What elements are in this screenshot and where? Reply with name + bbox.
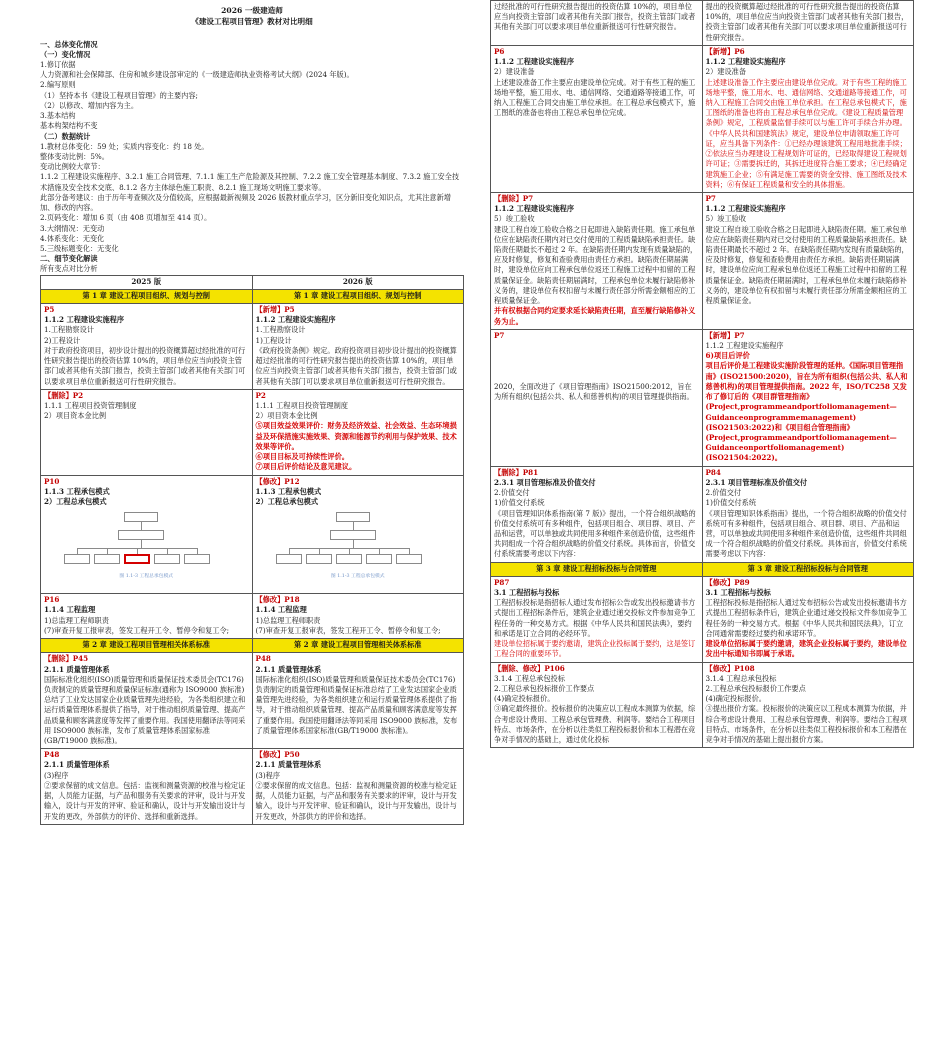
cell-2025 <box>491 329 703 466</box>
chapter-label-old: 第 1 章 建设工程项目组织、规划与控制 <box>41 289 253 303</box>
cell-text <box>494 341 699 351</box>
intro-paragraph: 此部分备考建议：由于历年考查频次及分值较高，应根据最新视频及 2026 版教材重点学习，区分新旧变化知识点，尤其注意新增加、修改的内容。 <box>40 192 451 213</box>
org-chart-box <box>118 530 164 540</box>
page-ref-label: P2 <box>255 390 266 400</box>
cell-2026 <box>252 475 464 594</box>
cell-text: 2.价值交付 <box>705 488 742 498</box>
cell-2026 <box>252 749 464 825</box>
cell-text: 过经批准的可行性研究报告提出的投资估算 10%的，项目单位应当向投资主管部门或者其他有关部门报告，投资主管部门或者其他有关部门可以要求项目单位重新报送可行性研究报告。 <box>494 2 696 32</box>
org-chart-connector <box>319 548 320 554</box>
page-ref-label: 【新增】P7 <box>705 330 745 340</box>
cell-text: 国际标准化组织(ISO)质量管理和质量保证技术委员会(TC176)负责制定的质量管理和质量保证标准(通称为 ISO9000 族标准)总结了工业发达国家企业质量管理先进经验，为各类组织建立和运行质量管理体系提供了指导，对于推动组织质量管理、提高产品质量和顾客满意度等发挥了重要作用。我国使用翻译法等同采用 ISO9000 族标准，发布了质量管理体系国家标准(GB/T19000 族标准)。 <box>44 674 246 746</box>
table-row <box>41 304 464 390</box>
cell-text: 1.1.1 工程项目投资管理制度 <box>44 401 137 410</box>
page-ref-label: P16 <box>44 595 60 605</box>
cell-text: 2)工程设计 <box>44 335 81 345</box>
page-ref-label: 【删除、修改】P106 <box>494 663 565 673</box>
table-row <box>491 662 914 748</box>
page-ref-label: 【删除】P7 <box>494 193 534 203</box>
org-chart-connector <box>137 548 138 554</box>
intro-paragraph: 1.1.2 工程建设实施程序、3.2.1 施工合同管理、7.1.1 施工生产危险源及其控制、7.2.2 施工安全管理基本制度、7.3.2 施工安全技术措施及安全技术交底、8.1.2 各方主体绿色施工职责、8.2.1 施工现场文明施工要求等。 <box>40 172 460 192</box>
column-header-2025: 2025 版 <box>41 275 253 289</box>
cell-text: 3.1.4 工程总承包投标 <box>705 673 777 683</box>
document-title: 2026 一级建造师 <box>221 6 283 15</box>
table-row <box>491 576 914 662</box>
cell-text: 1.工程勘察设计 <box>255 325 306 335</box>
cell-text: 1.1.2 工程建设实施程序 <box>705 341 784 350</box>
intro-paragraph: 3.基本结构 <box>40 111 76 121</box>
intro-paragraph: 5.三级标题变化：无变化 <box>40 243 119 253</box>
right-column <box>490 0 914 1060</box>
left-column <box>40 0 464 1060</box>
cell-2025 <box>41 389 253 475</box>
cell-2026 <box>252 304 464 390</box>
section-title: 1.1.2 工程建设实施程序 <box>255 315 336 325</box>
cell-text: 《政府投资条例》规定。政府投资项目初步设计提出的投资概算超过经批准的可行性研究报告提出的投资估算 10%的，项目单位应当向投资主管部门或者其他有关部门报告，投资主管部门或者其他有关部门可以要求项目单位重新报送可行性研究报告。 <box>255 345 457 386</box>
cell-text: (4)确定投标报价。 <box>705 694 766 704</box>
chapter-row <box>41 289 464 303</box>
table-row <box>41 475 464 594</box>
intro-paragraph: 人力资源和社会保障部、住房和城乡建设部审定的《一级建造师执业资格考试大纲》(2024 年版)。 <box>40 70 354 80</box>
section-title: 2）工程总承包模式 <box>44 496 107 506</box>
page-ref-label: 【新增】P5 <box>255 305 295 315</box>
comparison-table-left <box>40 275 464 825</box>
section-title: 1.1.2 工程建设实施程序 <box>494 204 575 214</box>
page-ref-label: P84 <box>705 467 721 477</box>
table-row <box>41 594 464 639</box>
section-title: 2.1.1 质量管理体系 <box>44 664 110 674</box>
cell-text: 1.工程勘察设计 <box>44 325 94 335</box>
intro-paragraph: 4.体系变化：无变化 <box>40 233 105 243</box>
page-ref-label: 【修改】P89 <box>705 577 750 587</box>
intro-paragraph: 1.修订依据 <box>40 60 76 69</box>
page-ref-label: 【删除】P45 <box>44 654 89 664</box>
org-chart-connector <box>353 540 354 548</box>
org-chart-connector <box>197 548 198 554</box>
cell-2026 <box>252 389 464 475</box>
cell-text: 《项目管理知识体系指南(第 7 版)》提出，一个符合组织战略的价值交付系统可有多种组件，包括项目组合、项目群、项目、产品和运营，可以单独或共同使用多种组件来创造价值，这些组件共同组成一个符合组织战略的价值交付系统。具体而言，价值交付系统需要考虑以下内容： <box>494 508 696 559</box>
intro-paragraph: 2.页码变化：增加 6 页（由 408 页增加至 414 页）。 <box>40 213 212 223</box>
intro-section <box>40 40 464 275</box>
cell-text: 2）建设准备 <box>705 67 747 77</box>
chapter-label-old: 第 3 章 建设工程招标投标与合同管理 <box>491 562 703 576</box>
cell-text: ②要求保留的成文信息。包括：监视和测量资源的校准与检定证据，人员能力证据，与产品和服务有关要求的评审，设计与开发输入，设计与开发的评审、验证和确认，设计与开发输出设计与开发的更改，外部供方的评价、选择和重新选择。 <box>44 780 246 821</box>
cell-2025 <box>41 475 253 594</box>
org-chart-box <box>396 554 422 564</box>
cell-text: 2020，全面改进了《项目管理指南》ISO21500:2012，旨在为所有组织(包括公共、私人和慈善机构)的项目管理提供指南。 <box>494 381 694 402</box>
cell-text: 并有权根据合同约定要求延长缺陷责任期，直至履行缺陷修补义务为止。 <box>494 306 696 326</box>
cell-text: (4)确定投标报价。 <box>494 694 555 704</box>
table-row <box>491 1 914 46</box>
cell-text <box>494 361 699 371</box>
cell-text: 建设工程自竣工验收合格之日起即进入缺陷责任期。施工承包单位应在缺陷责任期内对已交付使用的工程质量缺陷承担责任。缺陷责任期最长不超过 2 年。在缺陷责任期内发现有质量缺陷的，应及时修复，修复和查验费用由责任方承担。缺陷责任期届满时，建设单位应向工程承包单位返还工程施工过程中扣留的工程质量保证金。缺陷责任期届满时，工程承包单位未履行缺陷修补义务的，建设单位有权扣留与未履行责任部分所需金额相应的工程质量保证金。 <box>705 224 909 306</box>
org-chart-box <box>184 554 210 564</box>
document-subtitle: 《建设工程项目管理》教材对比明细 <box>191 16 313 26</box>
cell-text: 2）建设准备 <box>494 67 535 77</box>
table-row <box>41 389 464 475</box>
table-row <box>41 653 464 749</box>
intro-paragraph: 3.大纲情况：无变动 <box>40 223 105 233</box>
chapter-label-new: 第 1 章 建设工程项目组织、规划与控制 <box>252 289 464 303</box>
org-chart-box <box>330 530 376 540</box>
section-title: 1.1.2 工程建设实施程序 <box>705 57 786 67</box>
figure-caption: 图 1.1-3 工程总承包模式 <box>330 574 385 580</box>
cell-2025 <box>41 594 253 639</box>
section-title: 1.1.4 工程监理 <box>255 605 307 615</box>
page-ref-label: 【修改】P108 <box>705 663 755 673</box>
page-ref-label: 【删除】P2 <box>44 390 84 400</box>
page-ref-label: 【修改】P18 <box>255 595 300 605</box>
cell-text: 5）竣工验收 <box>705 214 747 224</box>
cell-text: 建设单位招标属于要约邀请，建筑企业投标属于要约，建设单位发出中标通知书即属于承诺。 <box>705 639 907 659</box>
cell-text: ⑤项目效益效果评价：财务及经济效益、社会效益、生态环境损益及环保措施实施效果、资源和能源节约利用与保护效果、技术效果等评价。 <box>255 421 457 451</box>
table-row <box>491 466 914 562</box>
cell-text: 《项目管理知识体系指南》提出，一个符合组织战略的价值交付系统可有多种组件，包括项目组合、项目群、项目、产品和运营，可以单独或共同使用多种组件来创造价值，这些组件共同组成一个符合组织战略的价值交付系统。具体而言，价值交付系统需要考虑以下内容： <box>705 508 907 559</box>
intro-paragraph: 1.教材总体变化：59 处；实质内容变化：约 18 处。 <box>40 141 209 151</box>
cell-text: ③提出报价方案。投标报价的决策应以工程成本测算为依据，并综合考虑设计费用、工程总承包管理费、利润等。要结合工程项目特点、市场条件，在分析以往类似工程投标报价和本工程潜在竞争对手情况的基础上提出报价方案。 <box>705 704 907 745</box>
org-chart-connector <box>167 548 168 554</box>
intro-paragraph: 基本构架结构不变 <box>40 121 98 131</box>
section-title: 3.1 工程招标与投标 <box>705 588 771 598</box>
cell-2026 <box>702 329 914 466</box>
cell-2025 <box>491 45 703 192</box>
cell-text: (7)审查开复工报审表，签发工程开工令、暂停令和复工令; <box>255 625 441 635</box>
page-ref-label: P6 <box>494 46 505 56</box>
organization-chart-figure <box>256 510 461 588</box>
org-chart-box <box>336 554 362 564</box>
chapter-row <box>41 639 464 653</box>
column-header-2026: 2026 版 <box>252 275 464 289</box>
chapter-row <box>491 562 914 576</box>
cell-text: 《中华人民共和国建筑法》规定，建设单位申请领取施工许可证，应当具备下列条件：①已经办理该建筑工程用地批准手续；②依法应当办理建设工程规划许可证的，已经取得建设工程规划许可证；③需要拆迁的，其拆迁进度符合施工要求；④已经确定建筑施工企业；⑤有满足施工需要的资金安排、施工图纸及技术资料；⑥有保证工程质量和安全的具体措施。 <box>705 128 907 189</box>
cell-text: 6)项目后评价 <box>705 351 750 361</box>
intro-paragraph: 所有变点对比分析 <box>40 264 98 274</box>
cell-text: ⑦项目后评价结论及意见建议。 <box>255 462 357 472</box>
cell-text: 项目后评价是工程建设实施阶段管理的延伸。《国际项目管理指南》(ISO21500:2020)，旨在为所有组织(包括公共、私人和慈善机构)的项目管理提供指南。2022 年，ISO/TC258 又发布了修订后的《项目群管理指南》(Project,programmeandportfoliomanagement—Guidanceonprogrammemanagement)(ISO21503:2022)和《项目组合管理指南》(Project,programmeandportfoliomanagement—Guidanceonportfoliomanagement)(ISO21504:2022)。 <box>705 361 908 463</box>
chapter-label-new: 第 2 章 建设工程项目管理相关体系标准 <box>252 639 464 653</box>
section-title: 1.1.3 工程承包模式 <box>255 486 322 496</box>
page-ref-label: P5 <box>44 305 55 315</box>
chapter-label-old: 第 2 章 建设工程项目管理相关体系标准 <box>41 639 253 653</box>
section-title: 1.1.4 工程监理 <box>44 605 96 615</box>
cell-text: 1)价值交付系统 <box>494 498 545 508</box>
cell-text: 2.价值交付 <box>494 488 530 498</box>
org-chart-connector <box>379 548 380 554</box>
cell-text: 国际标准化组织(ISO)质量管理和质量保证技术委员会(TC176)负责制定的质量管理和质量保证标准总结了工业发达国家企业质量管理先进经验，为各类组织建立和运行质量管理体系提供了指导，对于推动组织质量管理、提高产品质量和顾客满意度等发挥了重要作用。我国使用翻译法等同采用 ISO9000 族标准，发布了质量管理体系国家标准(GB/T19000 族标准)。 <box>255 674 458 735</box>
page-ref-label: P48 <box>255 654 271 664</box>
cell-text: 上述建设准备工作主要应由建设单位完成。对于有些工程的施工场地平整，施工用水、电、通信网络、交通道路等接通工作，可纳入工程施工合同交由施工单位承担。在工程总承包模式下，施工图纸的准备也将由工程总承包单位完成。《建设工程质量管理条例》规定，工程质量监督手续可以与施工许可手续合并办理。 <box>705 77 907 128</box>
org-chart-box <box>366 554 392 564</box>
cell-2025 <box>41 653 253 749</box>
table-header-row <box>41 275 464 289</box>
page-ref-label: 【修改】P12 <box>255 476 300 486</box>
cell-text: (7)审查开复工报审表，签发工程开工令、暂停令和复工令; <box>44 625 230 635</box>
cell-2025 <box>41 749 253 825</box>
cell-2025 <box>491 1 703 46</box>
section-title: 1.1.2 工程建设实施程序 <box>494 57 575 67</box>
cell-text: 1)价值交付系统 <box>705 498 757 508</box>
cell-2026 <box>702 576 914 662</box>
cell-text: 1)总监理工程师职责 <box>44 615 109 625</box>
section-title: 2.1.1 质量管理体系 <box>255 664 322 674</box>
section-title: 1.1.2 工程建设实施程序 <box>705 204 786 214</box>
org-chart-connector <box>77 548 78 554</box>
cell-text: 工程招标投标是指招标人通过发布招标公告或发出投标邀请书方式提出工程招标条件后，建筑企业通过递交投标文件参加竞争工程任务的一种交易方式。根据《中华人民共和国民法典》，要约和承诺是订立合同的必经环节。 <box>494 598 696 638</box>
cell-text: 3.1.4 工程总承包投标 <box>494 673 565 683</box>
cell-text <box>494 351 699 361</box>
cell-text: ⑥项目目标及可持续性评价。 <box>255 452 349 462</box>
intro-paragraph: 2.编写原则 <box>40 80 76 90</box>
intro-heading: （一）变化情况 <box>40 49 91 59</box>
intro-heading: 一、总体变化情况 <box>40 39 98 49</box>
page-ref-label: P48 <box>44 750 60 760</box>
cell-2026 <box>702 662 914 748</box>
cell-text: 建设单位招标属于要约邀请，建筑企业投标属于要约，这是签订工程合同的重要环节。 <box>494 639 696 659</box>
org-chart-box <box>64 554 90 564</box>
intro-heading: （二）数据统计 <box>40 131 91 141</box>
section-title: 2）工程总承包模式 <box>255 496 319 506</box>
cell-text: 上述建设准备工作主要应由建设单位完成。对于有些工程的施工场地平整，施工用水、电、通信网络、交通道路等接通工作，可纳入工程施工合同交由施工单位承担。在工程总承包模式下，施工图纸的准备也将由工程总承包单位完成。 <box>494 77 696 118</box>
cell-text: (3)程序 <box>44 770 69 780</box>
org-chart-box <box>336 512 370 522</box>
cell-text: 2）项目资本金比例 <box>44 411 107 421</box>
cell-text: 1)总监理工程师职责 <box>255 615 321 625</box>
cell-text: ③确定最终报价。投标报价的决策应以工程成本测算为依据，综合考虑设计费用、工程总承包管理费、利润等。要结合工程项目特点、市场条件，在分析以往类似工程投标报价和本工程潜在竞争对手情况的基础上，通过优化投标 <box>494 704 696 745</box>
org-chart-box <box>154 554 180 564</box>
intro-paragraph: （2）以修改、增加内容为主。 <box>40 100 139 110</box>
org-chart-box <box>124 554 150 564</box>
intro-paragraph: 整体变动比例：5%。 <box>40 151 109 161</box>
cell-text: 2）项目资本金比例 <box>255 411 318 421</box>
org-chart-connector <box>349 548 350 554</box>
section-title: 2.3.1 项目管理标准及价值交付 <box>494 477 596 487</box>
cell-text: ②要求保留的成文信息。包括：监视和测量资源的校准与检定证据，人员能力证据，与产品和服务有关要求的评审，设计与开发输入，设计与开发评审、验证和确认，设计与开发输出，设计与开发更改，外部供方的评价和选择。 <box>255 780 457 821</box>
page-ref-label: P7 <box>705 193 716 203</box>
intro-heading: 二、细节变化解读 <box>40 254 98 264</box>
cell-2026 <box>252 594 464 639</box>
page-ref-label: 【修改】P50 <box>255 750 300 760</box>
table-row <box>41 749 464 825</box>
org-chart-box <box>276 554 302 564</box>
cell-2025 <box>491 662 703 748</box>
org-chart-box <box>94 554 120 564</box>
cell-text: 5）竣工验收 <box>494 214 535 224</box>
intro-paragraph: 变动比例较大章节： <box>40 162 105 172</box>
page-ref-label: P87 <box>494 577 510 587</box>
cell-2025 <box>491 466 703 562</box>
org-chart-box <box>124 512 158 522</box>
cell-2026 <box>702 1 914 46</box>
section-title: 3.1 工程招标与投标 <box>494 588 560 598</box>
cell-text: 对于政府投资项目，初步设计提出的投资概算超过经批准的可行性研究报告提出的投资估算 10%的，项目单位应当向投资主管部门或者其他有关部门报告，投资主管部门或者其他有关部门可以要求项目单位重新报送可行性研究报告。 <box>44 345 246 386</box>
org-chart-connector <box>107 548 108 554</box>
page-ref-label: 【删除】P81 <box>494 467 539 477</box>
cell-text: 2.工程总承包投标报价工作要点 <box>494 684 595 693</box>
section-title: 2.1.1 质量管理体系 <box>255 760 322 770</box>
org-chart-connector <box>141 522 142 530</box>
cell-text: 建设工程自竣工验收合格之日起即进入缺陷责任期。施工承包单位应在缺陷责任期内对已交付使用的工程质量缺陷承担责任。缺陷责任期最长不超过 2 年。在缺陷责任期内发现有质量缺陷的，应及时修复，修复和查验费用由责任方承担。缺陷责任期届满时，建设单位应向工程承包单位返还工程施工过程中扣留的工程质量保证金。缺陷责任期届满时，工程承包单位未履行缺陷修补义务的，建设单位有权扣留与未履行责任部分所需金额相应的工程质量保证金。 <box>494 224 698 306</box>
cell-2026 <box>702 45 914 192</box>
cell-2026 <box>252 653 464 749</box>
page-ref-label: 【新增】P6 <box>705 46 745 56</box>
organization-chart-figure <box>44 510 249 588</box>
cell-text: 提出的投资概算超过经批准的可行性研究报告提出的投资估算 10%的，项目单位应当向投资主管部门或者其他有关部门报告，投资主管部门或者其他有关部门可以要求项目单位重新报送可行性研究报告。 <box>705 2 909 42</box>
page-ref-label: P7 <box>494 330 505 340</box>
page-ref-label: P10 <box>44 476 60 486</box>
cell-text: (3)程序 <box>255 770 281 780</box>
section-title: 2.3.1 项目管理标准及价值交付 <box>705 477 808 487</box>
comparison-table-right <box>490 0 914 748</box>
cell-text: 2.工程总承包投标报价工作要点 <box>705 684 806 693</box>
chapter-label-new: 第 3 章 建设工程招标投标与合同管理 <box>702 562 914 576</box>
table-row <box>491 45 914 192</box>
cell-text: 1)工程设计 <box>255 335 292 345</box>
cell-text <box>494 372 699 382</box>
org-chart-connector <box>141 540 142 548</box>
cell-text: 工程招标投标是指招标人通过发布招标公告或发出投标邀请书方式提出工程招标条件后，建筑企业通过递交投标文件参加竞争工程任务的一种交易方式。根据《中华人民共和国民法典》，订立合同通常需要经过要约和承诺环节。 <box>705 598 907 638</box>
org-chart-connector <box>409 548 410 554</box>
org-chart-connector <box>353 522 354 530</box>
table-row <box>491 192 914 329</box>
figure-caption: 图 1.1-3 工程总承包模式 <box>119 574 174 580</box>
cell-text: 1.1.1 工程项目投资管理制度 <box>255 401 348 410</box>
org-chart-box <box>306 554 332 564</box>
cell-2026 <box>702 466 914 562</box>
cell-2025 <box>41 304 253 390</box>
section-title: 2.1.1 质量管理体系 <box>44 760 110 770</box>
cell-2026 <box>702 192 914 329</box>
table-row <box>491 329 914 466</box>
section-title: 1.1.2 工程建设实施程序 <box>44 315 125 325</box>
org-chart-connector <box>289 548 290 554</box>
section-title: 1.1.3 工程承包模式 <box>44 486 110 496</box>
cell-2025 <box>491 576 703 662</box>
cell-2025 <box>491 192 703 329</box>
intro-paragraph: （1）坚持本书《建设工程项目管理》的主要内容; <box>40 90 198 100</box>
